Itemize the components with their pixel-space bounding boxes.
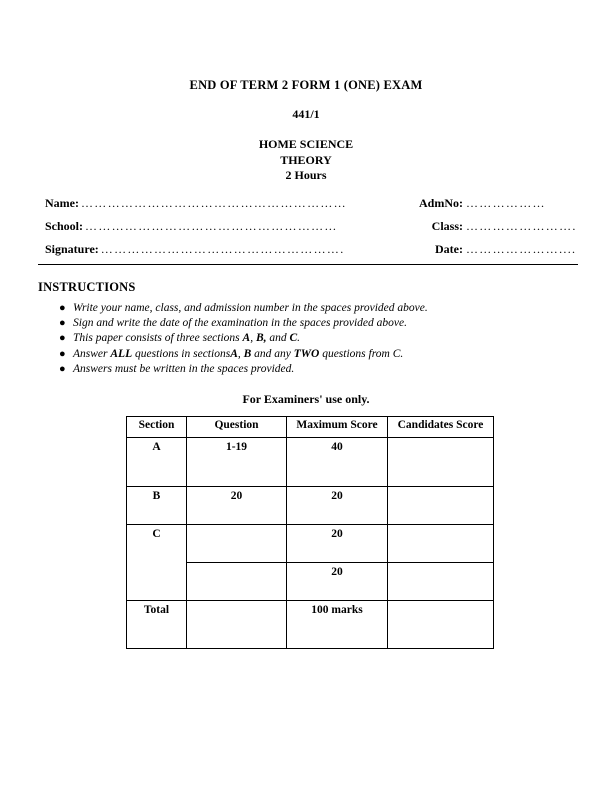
- column-header-maximum-score: Maximum Score: [287, 417, 388, 438]
- signature-label: Signature:: [45, 242, 99, 256]
- column-header-candidates-score: Candidates Score: [388, 417, 494, 438]
- examiners-table-wrapper: [126, 416, 493, 649]
- exam-duration: 2 Hours: [285, 168, 327, 182]
- list-item: [0, 362, 612, 377]
- cell-section: C: [127, 525, 187, 601]
- candidate-details: [0, 196, 612, 265]
- paper-type: THEORY: [280, 152, 332, 167]
- examiners-score-table: [126, 416, 494, 649]
- instruction-text: Write your name, class, and admission number in the spaces provided above.: [73, 302, 428, 314]
- cell-total-question: [187, 601, 287, 649]
- bullet-icon: ●: [59, 362, 66, 375]
- signature-input-line[interactable]: ……………………………………………….: [100, 242, 345, 256]
- school-field-row: [0, 219, 612, 242]
- table-total-row: [127, 601, 494, 649]
- bullet-icon: ●: [59, 302, 66, 314]
- class-input-line[interactable]: …………………….: [466, 219, 577, 233]
- date-input-line[interactable]: …………………....: [466, 242, 577, 256]
- cell-section: A: [127, 438, 187, 487]
- subject-block: [0, 137, 612, 184]
- cell-question: [187, 525, 287, 563]
- bullet-icon: ●: [59, 317, 66, 330]
- date-label: Date:: [435, 242, 463, 256]
- name-input-line[interactable]: ……………………………………………………: [80, 196, 347, 210]
- cell-candidates-score[interactable]: [388, 487, 494, 525]
- cell-total-maximum-score: 100 marks: [287, 601, 388, 649]
- cell-candidates-score[interactable]: [388, 438, 494, 487]
- table-row: [127, 525, 494, 563]
- cell-candidates-score[interactable]: [388, 525, 494, 563]
- cell-maximum-score: 20: [287, 563, 388, 601]
- instruction-text: This paper consists of three sections A, B, and C.: [73, 332, 301, 345]
- admno-label: AdmNo:: [419, 196, 463, 210]
- cell-question: 20: [187, 487, 287, 525]
- paper-code: 441/1: [292, 107, 320, 121]
- name-label: Name:: [45, 196, 79, 210]
- list-item: [0, 331, 612, 346]
- list-item: [0, 347, 612, 362]
- exam-title: END OF TERM 2 FORM 1 (ONE) EXAM: [189, 78, 423, 92]
- table-row: [127, 438, 494, 487]
- bullet-icon: ●: [59, 332, 66, 345]
- cell-maximum-score: 20: [287, 487, 388, 525]
- cell-total-label: Total: [127, 601, 187, 649]
- instructions-heading: INSTRUCTIONS: [38, 280, 136, 294]
- instruction-text: Answers must be written in the spaces provided.: [73, 362, 295, 375]
- cell-question: [187, 563, 287, 601]
- exam-heading: [0, 78, 612, 184]
- school-input-line[interactable]: …………………………………………………: [85, 219, 338, 233]
- column-header-section: Section: [127, 417, 187, 438]
- cell-candidates-score[interactable]: [388, 563, 494, 601]
- list-item: [0, 316, 612, 331]
- cell-question: 1-19: [187, 438, 287, 487]
- subject-name: HOME SCIENCE: [258, 137, 354, 151]
- examiners-caption: For Examiners' use only.: [242, 392, 370, 406]
- horizontal-divider: [38, 264, 578, 265]
- instructions-list: [0, 301, 612, 377]
- name-field-row: [0, 196, 612, 219]
- bullet-icon: ●: [59, 347, 66, 360]
- cell-maximum-score: 20: [287, 525, 388, 563]
- cell-maximum-score: 40: [287, 438, 388, 487]
- table-row: [127, 487, 494, 525]
- table-header-row: [127, 417, 494, 438]
- signature-field-row: [0, 242, 612, 265]
- instruction-text: Sign and write the date of the examination in the spaces provided above.: [73, 317, 407, 330]
- admno-input-line[interactable]: ………………: [466, 196, 546, 210]
- cell-section: B: [127, 487, 187, 525]
- cell-total-candidates-score[interactable]: [388, 601, 494, 649]
- column-header-question: Question: [187, 417, 287, 438]
- list-item: [0, 301, 612, 316]
- school-label: School:: [45, 219, 84, 233]
- instruction-text: Answer ALL questions in sectionsA, B and any TWO questions from C.: [73, 347, 404, 360]
- class-label: Class:: [431, 219, 463, 233]
